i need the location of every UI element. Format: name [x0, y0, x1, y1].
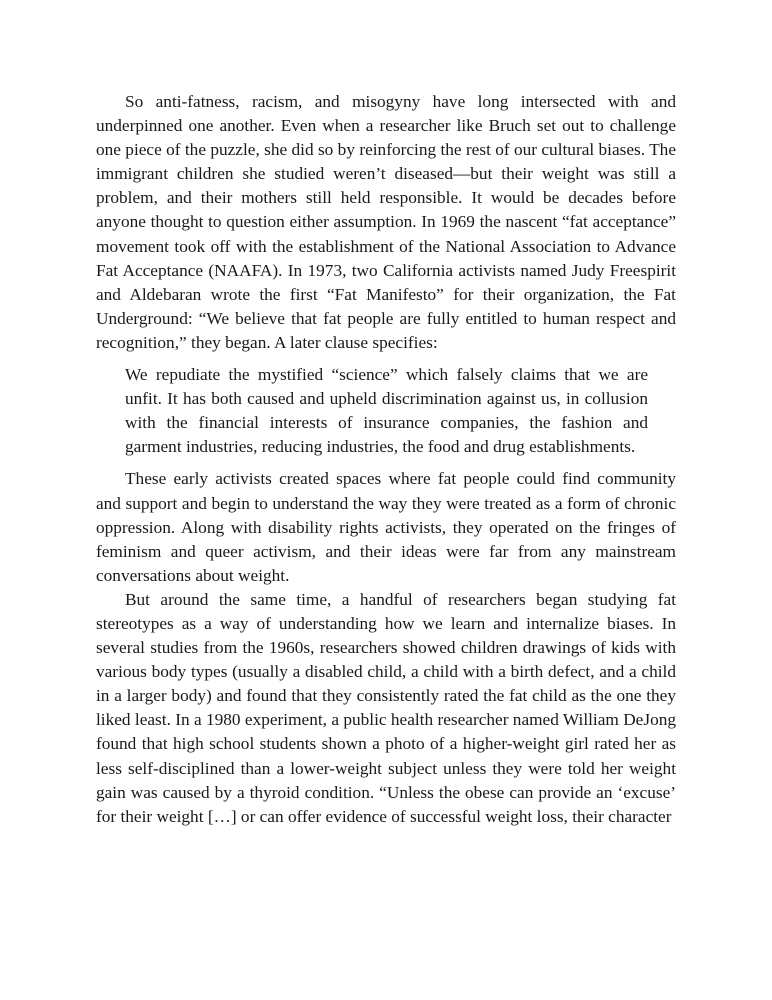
block-quote-manifesto: We repudiate the mystified “science” which falsely claims that we are unfit. It has both caused and upheld discrimination against us, in collusion with the financial interests of insurance companies, the fashion and garment industries, reducing industries, the food and drug establishments.: [125, 365, 648, 457]
body-paragraph-2: These early activists created spaces where fat people could find community and support and begin to understand the way they were treated as a form of chronic oppression. Along with disability rights activists, they operated on the fringes of feminism and queer activism, and their ideas were far from any mainstream conversations about weight.: [96, 469, 676, 585]
body-paragraph-3: But around the same time, a handful of researchers began studying fat stereotypes as a way of understanding how we learn and internalize biases. In several studies from the 1960s, researchers showed children drawings of kids with various body types (usually a disabled child, a child with a birth defect, and a child in a larger body) and found that they consistently rated the fat child as the one they liked least. In a 1980 experiment, a public health researcher named William DeJong found that high school students shown a photo of a higher-weight girl rated her as less self-disciplined than a lower-weight subject unless they were told her weight gain was caused by a thyroid condition. “Unless the obese can provide an ‘excuse’ for their weight […] or can offer evidence of successful weight loss, their character: [96, 589, 676, 826]
body-paragraph-1: So anti-fatness, racism, and misogyny have long intersected with and underpinned one another. Even when a researcher like Bruch set out to challenge one piece of the puzzle, she did so by reinforcing the rest of our cultural biases. The immigrant children she studied weren’t diseased—but their weight was still a problem, and their mothers still held responsible. It would be decades before anyone thought to question either assumption. In 1969 the nascent “fat acceptance” movement took off with the establishment of the National Association to Advance Fat Acceptance (NAAFA). In 1973, two California activists named Judy Freespirit and Aldebaran wrote the first “Fat Manifesto” for their organization, the Fat Underground: “We believe that fat people are fully entitled to human respect and recognition,” they began. A later clause specifies:: [96, 92, 676, 352]
book-page: [96, 90, 676, 829]
